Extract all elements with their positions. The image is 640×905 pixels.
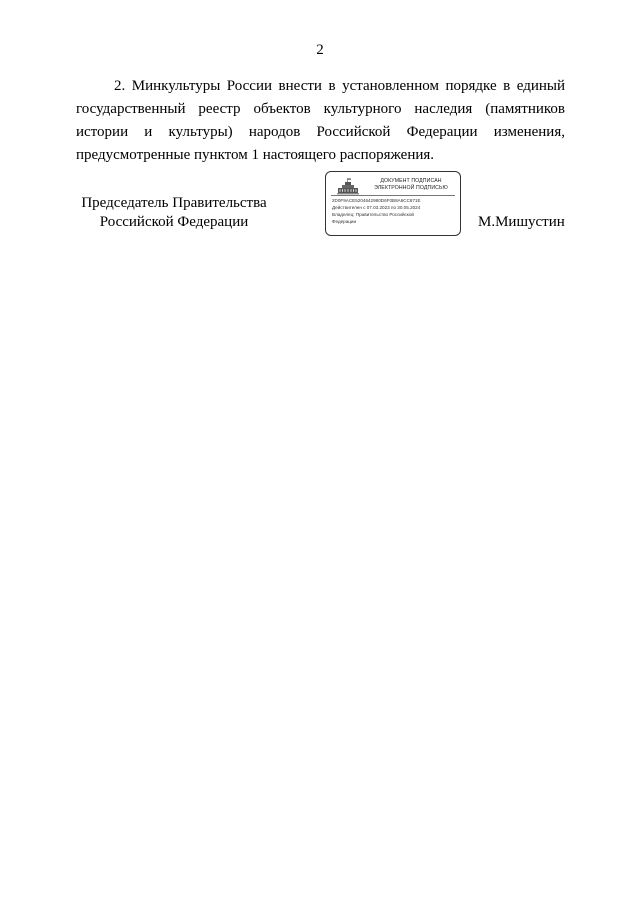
- stamp-details: [332, 197, 458, 225]
- stamp-heading-line: ДОКУМЕНТ ПОДПИСАН: [380, 178, 442, 184]
- stamp-validity: Действителен с 07.03.2023 по 30.05.2024: [332, 205, 421, 210]
- paragraph-line: истории и культуры) народов Российской Федерации изменения,: [76, 124, 565, 140]
- stamp-divider: [331, 195, 455, 196]
- stamp-owner-line: Федерации: [332, 219, 357, 224]
- signer-title-line: Российской Федерации: [99, 214, 249, 230]
- clause-2-paragraph: [76, 75, 565, 167]
- signer-title: [79, 194, 269, 232]
- electronic-signature-stamp: [325, 171, 461, 236]
- paragraph-line: государственный реестр объектов культурного наследия (памятников: [76, 101, 565, 117]
- government-house-emblem-icon: [337, 178, 359, 195]
- stamp-heading: [366, 178, 456, 192]
- signer-title-line: Председатель Правительства: [81, 195, 267, 211]
- stamp-heading-line: ЭЛЕКТРОННОЙ ПОДПИСЬЮ: [374, 185, 448, 191]
- paragraph-line: 2. Минкультуры России внести в установленном порядке в единый: [114, 78, 565, 94]
- paragraph-line: предусмотренные пунктом 1 настоящего распоряжения.: [76, 147, 435, 163]
- page-number: 2: [316, 42, 324, 58]
- stamp-certificate: 2D0F9ACE5204642980D6F0B8A6CC871E: [332, 198, 421, 203]
- stamp-owner-line: Владелец: Правительство Российской: [332, 212, 414, 217]
- signer-name: М.Мишустин: [478, 214, 565, 230]
